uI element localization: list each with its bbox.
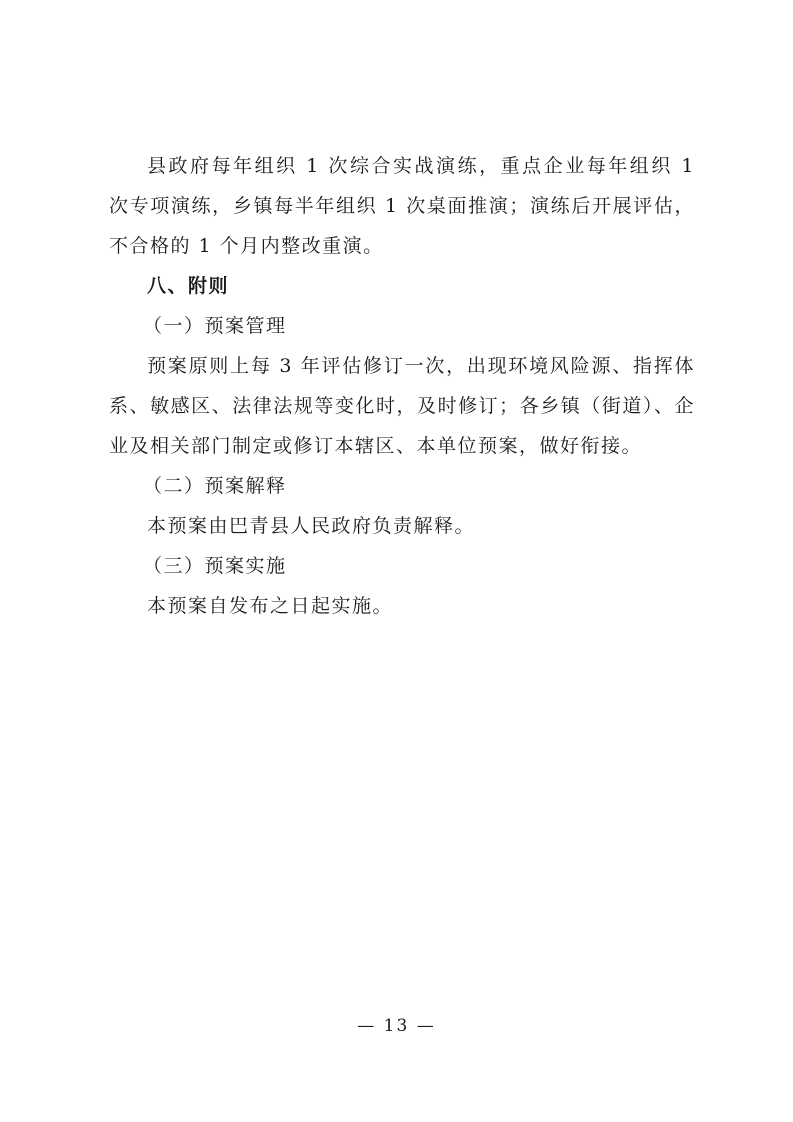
plan-implementation-paragraph: 本预案自发布之日起实施。 [147, 595, 394, 617]
plan-interpretation-paragraph: 本预案由巴青县人民政府负责解释。 [147, 515, 476, 537]
document-body [109, 146, 695, 626]
subsection-heading-plan-interpretation: （二）预案解释 [143, 475, 287, 497]
drill-paragraph: 县政府每年组织 1 次综合实战演练，重点企业每年组织 1 次专项演练，乡镇每半年组织 1 次桌面推演；演练后开展评估，不合格的 1 个月内整改重演。 [109, 155, 695, 257]
subsection-heading-plan-implementation: （三）预案实施 [143, 555, 287, 577]
section-heading-appendix: 八、附则 [147, 275, 230, 297]
page-number: — 13 — [357, 1016, 436, 1036]
plan-management-paragraph: 预案原则上每 3 年评估修订一次，出现环境风险源、指挥体系、敏感区、法律法规等变化时，及时修订；各乡镇（街道）、企业及相关部门制定或修订本辖区、本单位预案，做好衔接。 [109, 355, 695, 457]
subsection-heading-plan-management: （一）预案管理 [143, 315, 287, 337]
